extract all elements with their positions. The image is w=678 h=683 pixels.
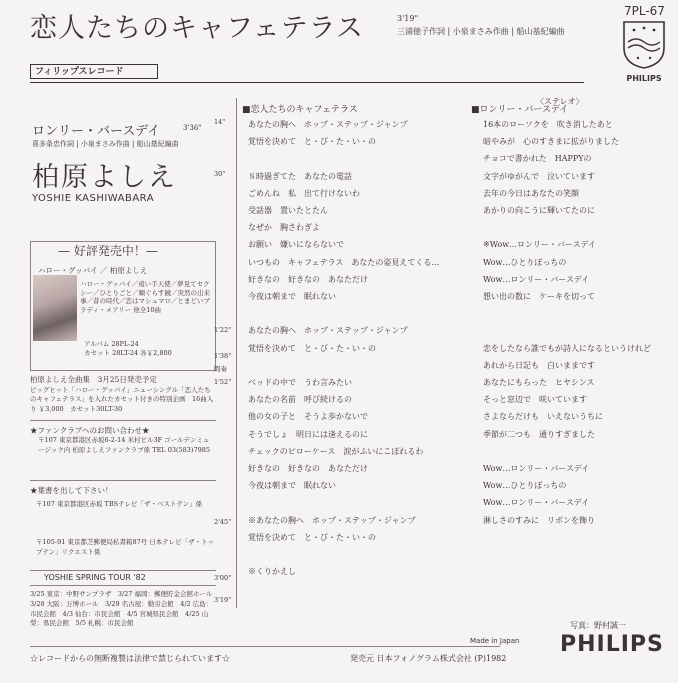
lyric-line: チョコで書かれた HAPPYの — [483, 154, 592, 164]
on-sale-heading: — 好評発売中！— — [58, 244, 158, 258]
song-b-lyrics — [483, 116, 651, 529]
album-title: ハロー・グッバイ ／ 柏原よしえ — [38, 266, 148, 275]
lyric-line: Wow…ひとりぼっちの — [483, 481, 567, 491]
lyric-line: そうでしょ 明日には逢えるのに — [248, 429, 368, 439]
lyric-line — [483, 443, 651, 460]
song-credits: 三浦徳子作詞 | 小泉まさみ作曲 | 船山基紀編曲 — [397, 27, 565, 36]
song-a-heading: ■恋人たちのキャフェテラス — [242, 105, 358, 115]
lyric-line: さよならだけも いえないうちに — [483, 412, 603, 422]
lyric-line: 季節が二つも 通りすぎました — [483, 429, 595, 439]
song-a-lyrics — [248, 116, 439, 580]
lyric-line: あなたにもらった ヒヤシンス — [483, 378, 595, 388]
timestamp-mark: 30" — [214, 170, 226, 178]
lyric-line: 文字がゆがんで 泣いています — [483, 171, 595, 181]
lyric-line — [483, 219, 651, 236]
tour-schedule: 3/25 東京：中野サンプラザ 3/27 福岡：郵便貯金会館ホール 3/28 大阪：万博ホール 3/29 名古屋：勤労会館 4/2 広島：市民会館 4/3 仙台：市民会館 4/5 宮城県民会館 4/25 山梨：県民会館 5/5 札幌：市民会館 — [30, 590, 219, 628]
lyric-line: なぜか 胸さわぎよ — [248, 223, 320, 233]
postcard-address-2: 〒105-91 東京都芝郵便局私書箱87号 日本テレビ「ザ・トップテン」リクエスト係 — [36, 538, 214, 556]
divider — [30, 646, 500, 647]
timestamp-mark: 間奏 — [214, 365, 227, 373]
lyric-line: 覚悟を決めて と・び・た・い・の — [248, 532, 376, 542]
lyric-line: Wow…ロンリー・バースデイ — [483, 498, 590, 508]
timestamp-mark: 3'19" — [214, 596, 232, 604]
album-formats — [84, 340, 172, 358]
lyric-line: あれから日記も 白いままです — [483, 360, 595, 370]
album-number: アルバム 28PL-24 — [84, 340, 139, 348]
divider — [30, 82, 584, 83]
collection-title: 柏原よしえ全曲集 3月25日発売予定 — [30, 375, 157, 384]
lyric-line: Wow…ロンリー・バースデイ — [483, 274, 590, 284]
divider — [30, 420, 216, 421]
lyric-line — [248, 357, 439, 374]
album-tracklist: ハロー・グッバイ／遠い手天使／夢見てセクシー／ひとりごと／順ぐらす鏡／突然の出来事／昔の時代／恋はマシュマロ／とまどいブラディ・メアリー 他全10曲 — [80, 280, 210, 314]
photo-credit: 写真：野村誠一 — [570, 621, 626, 630]
lyric-line: 受話器 置いたとたん — [248, 206, 328, 216]
lyric-line: Wow…ロンリー・バースデイ — [483, 464, 590, 474]
b-side-credits: 喜多条忠作詞 | 小泉まさみ作曲 | 船山基紀編曲 — [32, 140, 179, 148]
made-in-japan: Made in Japan — [470, 637, 520, 645]
postcard-address-1: 〒107 東京都港区赤坂 TBSテレビ「ザ・ベストテン」係 — [36, 500, 203, 508]
seller-info: 発売元 日本フォノグラム株式会社 (P)1982 — [350, 654, 507, 663]
postcard-title: ★葉書を出して下さい！ — [30, 486, 113, 495]
lyric-line: 淋しさのすみに リボンを飾り — [483, 515, 595, 525]
fanclub-title: ★ファンクラブへのお問い合わせ★ — [30, 426, 150, 435]
timestamp-mark: 1'38" — [214, 352, 232, 360]
lyric-line: Wow…ひとりぼっちの — [483, 257, 567, 267]
timeline-rule — [236, 98, 237, 608]
lyric-line: 他の女の子と そうよ歩かないで — [248, 412, 368, 422]
song-duration: 3'19" — [397, 14, 419, 23]
album-cover-photo — [33, 275, 77, 341]
timestamp-mark: 2'45" — [214, 518, 232, 526]
lyric-line: 去年の今日はあなたの笑顔 — [483, 188, 579, 198]
artist-name: 柏原よしえ — [32, 162, 177, 193]
catalog-number: 7PL-67 — [624, 4, 665, 18]
lyric-line: ※くりかえし — [248, 567, 296, 577]
divider — [30, 480, 216, 481]
lyric-line: あかりの向こうに輝いてたのに — [483, 206, 595, 216]
lyric-line — [248, 150, 439, 167]
lyric-line: 想い出の数に ケーキを切って — [483, 292, 595, 302]
lyric-line: あなたの名前 呼び続けるの — [248, 395, 352, 405]
philips-shield-icon — [618, 18, 670, 70]
lyric-line: 恋をしたなら誰でもが詩人になるというけれど — [483, 343, 651, 353]
lyric-line — [248, 546, 439, 563]
lyric-line: 今夜は朝まで 眠れない — [248, 292, 336, 302]
lyric-line: 今夜は朝まで 眠れない — [248, 481, 336, 491]
lyric-line: 覚悟を決めて と・び・た・い・の — [248, 343, 376, 353]
lyric-line: あなたの胸へ ホップ・ステップ・ジャンプ — [248, 120, 408, 129]
lyric-line: 16本のローソクを 吹き消したあと — [483, 120, 613, 129]
lyric-line: チェックのピローケース 涙がふいにこぼれるわ — [248, 446, 424, 456]
lyric-line: あなたの胸へ ホップ・ステップ・ジャンプ — [248, 326, 408, 336]
timestamp-mark: 1'52" — [214, 378, 232, 386]
brand-wordmark-small: PHILIPS — [626, 74, 662, 83]
lyric-line: いつもの キャフェテラス あなたの姿見えてくる… — [248, 257, 440, 267]
song-b-heading: ■ロンリー・バースデイ — [471, 105, 569, 115]
lyric-line — [248, 305, 439, 322]
lyric-line: 暗やみが 心のすきまに拡がりました — [483, 137, 619, 147]
lyric-line — [483, 305, 651, 322]
b-side-title: ロンリー・バースデイ — [32, 124, 161, 139]
timestamp-mark: 14" — [214, 118, 226, 126]
record-label: フィリップスレコード — [30, 64, 158, 79]
lyric-line: そっと窓辺で 咲いています — [483, 395, 587, 405]
lyric-line: ※Wow…ロンリー・バースデイ — [483, 240, 596, 250]
artist-name-roman: YOSHIE KASHIWABARA — [32, 193, 155, 204]
timestamp-mark: 1'22" — [214, 326, 232, 334]
copyright-notice: ☆レコードからの無断複製は法律で禁じられています☆ — [30, 654, 230, 663]
lyric-line: 覚悟を決めて と・び・た・い・の — [248, 137, 376, 147]
timestamp-mark: 3'00" — [214, 574, 232, 582]
cassette-number: カセット 28LT-24 各￥2,800 — [84, 349, 172, 358]
lyric-line — [483, 322, 651, 339]
lyric-line: ごめんね 私 出て行けないわ — [248, 188, 360, 198]
collection-description: ピッグヒット「ハロー・グッバイ」ニューシングル「恋人たちのキャフェテラス」を入れたカセット付きの特別企画 16曲入り ￥3,000 カセット30LT-30 — [30, 386, 214, 413]
lyric-line: ８時過ぎてた あなたの電話 — [248, 171, 352, 181]
b-side-duration: 3'36" — [183, 124, 202, 132]
song-title: 恋人たちのキャフェテラス — [30, 13, 364, 44]
fanclub-address: 〒107 東京都港区赤坂6-2-14 米村ビル3F ゴールデンミュージック内 柏原よしえファンクラブ係 TEL 03(583)7985 — [38, 436, 210, 454]
lyric-line: 好きなの 好きなの あなただけ — [248, 464, 368, 474]
lyric-line: ※あなたの胸へ ホップ・ステップ・ジャンプ — [248, 515, 416, 525]
lyric-line: ベッドの中で うわ言みたい — [248, 378, 352, 388]
stereo-badge: 〈ステレオ〉 — [536, 97, 584, 106]
lyric-line: お願い 嫌いにならないで — [248, 240, 344, 250]
lyric-line — [248, 494, 439, 511]
lyric-line: 好きなの 好きなの あなただけ — [248, 274, 368, 284]
philips-logo: PHILIPS — [560, 632, 664, 657]
tour-title: YOSHIE SPRING TOUR '82 — [44, 573, 146, 582]
